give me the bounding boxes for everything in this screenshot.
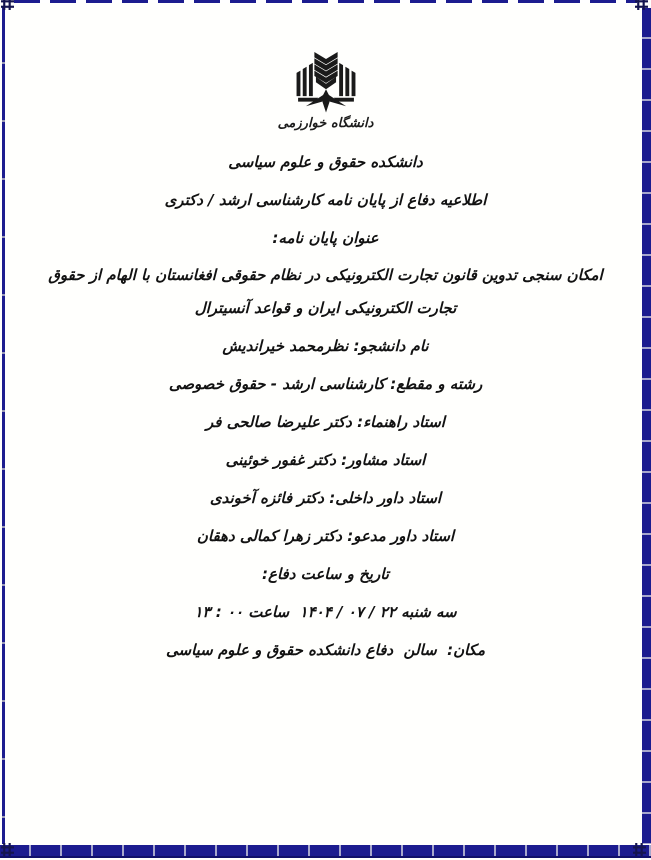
corner-ornament-icon	[633, 843, 646, 856]
program-field: رشته و مقطع: کارشناسی ارشد - حقوق خصوصی	[168, 375, 483, 393]
announcement-title: اطلاعیه دفاع از پایان نامه کارشناسی ارشد / دکتری	[164, 191, 487, 209]
logo-caption: دانشگاه خوارزمی	[277, 116, 374, 131]
internal-examiner: استاد داور داخلی: دکتر فائزه آخوندی	[209, 489, 442, 507]
page-border-bottom	[0, 845, 651, 858]
supervisor: استاد راهنماء: دکتر علیرضا صالحی فر	[206, 413, 445, 431]
university-logo-block	[26, 52, 626, 131]
page-border-left	[2, 6, 5, 844]
corner-ornament-icon	[1, 0, 14, 10]
page-border-right	[642, 8, 651, 844]
corner-ornament-icon	[635, 0, 648, 10]
defense-datetime: سه شنبه ۲۲ / ۰۷ / ۱۴۰۴ ساعت ۰۰ : ۱۳	[194, 603, 457, 621]
faculty-name: دانشکده حقوق و علوم سیاسی	[228, 153, 423, 171]
announcement-content	[26, 0, 626, 669]
datetime-label: تاریخ و ساعت دفاع:	[262, 565, 389, 583]
thesis-title-line1: امکان سنجی تدوین قانون تجارت الکترونیکی در نظام حقوقی افغانستان با الهام از حقوق	[48, 266, 603, 284]
invited-examiner: استاد داور مدعو: دکتر زهرا کمالی دهقان	[196, 527, 455, 545]
student-name: نام دانشجو: نظرمحمد خیراندیش	[222, 337, 429, 355]
thesis-title-label: عنوان پایان نامه:	[272, 229, 379, 247]
defense-location: مکان: سالن دفاع دانشکده حقوق و علوم سیاسی	[166, 641, 485, 659]
thesis-title-line2: تجارت الکترونیکی ایران و قواعد آنسیترال	[194, 299, 457, 317]
kharazmi-university-logo-icon	[285, 52, 367, 114]
corner-ornament-icon	[1, 843, 14, 856]
advisor: استاد مشاور: دکتر غفور خوئینی	[225, 451, 426, 469]
